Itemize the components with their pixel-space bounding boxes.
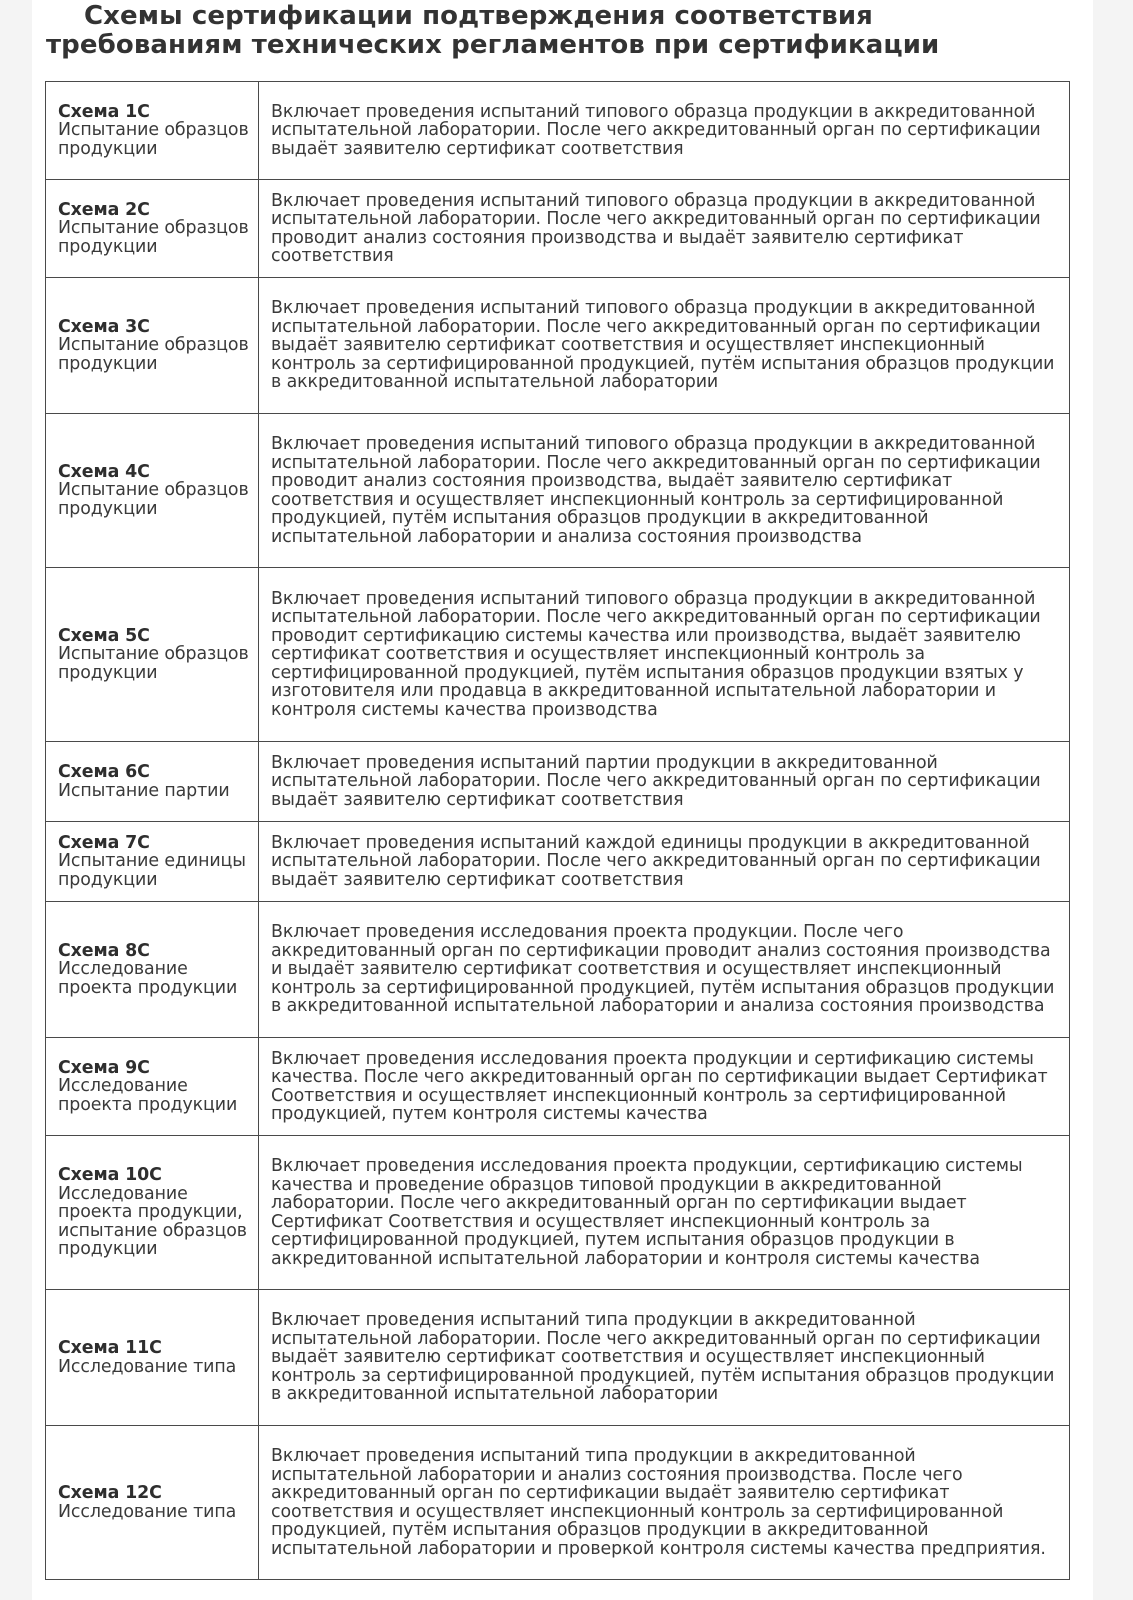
scheme-name: Схема 6С [58,762,150,782]
scheme-description: Включает проведения испытаний типа продукции в аккредитованной испытательной лаборатории и анализ состояния производства. После чего аккредитованный орган по сертификации выдаёт заявителю сертификат соответствия и осуществляет инспекционный контроль за сертифицированной продукцией, путём испытания образцов продукции в аккредитованной испытательной лаборатории и проверкой контроля системы качества предприятия. [259,1426,1070,1580]
scheme-description: Включает проведения испытаний типового образца продукции в аккредитованной испытательной лаборатории. После чего аккредитованный орган по сертификации проводит сертификацию системы качества или производства, выдаёт заявителю сертификат соответствия и осуществляет инспекционный контроль за сертифицированной продукцией, путём испытания образцов продукции взятых у изготовителя или продавца в аккредитованной испытательной лаборатории и контроля системы качества производства [259,568,1070,742]
scheme-name: Схема 9С [58,1057,150,1078]
scheme-name-cell [46,568,259,742]
table-row-scheme-8c [46,902,1070,1038]
table-row-scheme-3c [46,278,1070,414]
scheme-type: Испытание образцов продукции [58,335,249,374]
scheme-type: Исследование проекта продукции [58,1076,238,1115]
scheme-name: Схема 4С [58,461,150,482]
scheme-description: Включает проведения исследования проекта продукции и сертификацию системы качества. После чего аккредитованный орган по сертификации выдает Сертификат Соответствия и осуществляет инспекционный контроль за сертифицированной продукцией, путем контроля системы качества [259,1038,1070,1136]
scheme-type: Исследование типа [58,1356,237,1377]
table-row-scheme-7c [46,822,1070,902]
scheme-name-cell [46,902,259,1038]
document-content [32,0,1093,1600]
scheme-type: Исследование типа [58,1501,237,1522]
table-row-scheme-11c [46,1290,1070,1426]
table-row-scheme-4c [46,414,1070,568]
scheme-type: Испытание партии [58,780,230,801]
scheme-name-cell [46,822,259,902]
scheme-name-cell [46,180,259,278]
scheme-name: Схема 2С [58,199,150,220]
scheme-description: Включает проведения испытаний партии продукции в аккредитованной испытательной лаборатории. После чего аккредитованный орган по сертификации выдаёт заявителю сертификат соответствия [259,742,1070,822]
scheme-name-cell [46,414,259,568]
scheme-description: Включает проведения испытаний типового образца продукции в аккредитованной испытательной лаборатории. После чего аккредитованный орган по сертификации выдаёт заявителю сертификат соответствия и осуществляет инспекционный контроль за сертифицированной продукцией, путём испытания образцов продукции в аккредитованной испытательной лаборатории [259,278,1070,414]
right-margin-strip [1093,0,1133,1600]
scheme-name-cell [46,1290,259,1426]
table-row-scheme-5c [46,568,1070,742]
scheme-name: Схема 10С [58,1165,162,1186]
scheme-type: Исследование проекта продукции [58,959,238,998]
left-margin-strip [0,0,32,1600]
scheme-type: Испытание единицы продукции [58,851,246,890]
table-row-scheme-6c [46,742,1070,822]
page-title [32,0,1093,60]
scheme-name: Схема 11С [58,1338,162,1358]
page-title-line-2: требованиям технических регламентов при сертификации [46,30,940,60]
scheme-description: Включает проведения исследования проекта продукции. После чего аккредитованный орган по сертификации проводит анализ состояния производства и выдаёт заявителю сертификат соответствия и осуществляет инспекционный контроль за сертифицированной продукцией, путём испытания образцов продукции в аккредитованной испытательной лаборатории и анализа состояния производства [259,902,1070,1038]
scheme-name: Схема 5С [58,625,150,646]
scheme-description: Включает проведения испытаний типа продукции в аккредитованной испытательной лаборатории. После чего аккредитованный орган по сертификации выдаёт заявителю сертификат соответствия и осуществляет инспекционный контроль за сертифицированной продукцией, путём испытания образцов продукции в аккредитованной испытательной лаборатории [259,1290,1070,1426]
scheme-name-cell [46,1136,259,1290]
scheme-name: Схема 7С [58,832,150,853]
schemes-table [45,81,1070,1580]
scheme-name: Схема 3С [58,316,150,337]
scheme-type: Исследование проекта продукции, испытание образцов продукции [58,1183,247,1260]
scheme-type: Испытание образцов продукции [58,218,249,257]
scheme-description: Включает проведения испытаний типового образца продукции в аккредитованной испытательной лаборатории. После чего аккредитованный орган по сертификации проводит анализ состояния производства и выдаёт заявителю сертификат соответствия [259,180,1070,278]
page-title-line-1: Схемы сертификации подтверждения соответствия [84,1,873,31]
scheme-description: Включает проведения испытаний каждой единицы продукции в аккредитованной испытательной лаборатории. После чего аккредитованный орган по сертификации выдаёт заявителю сертификат соответствия [259,822,1070,902]
scheme-name: Схема 12С [58,1483,162,1503]
table-row-scheme-12c [46,1426,1070,1580]
table-row-scheme-10c [46,1136,1070,1290]
scheme-type: Испытание образцов продукции [58,120,249,159]
table-row-scheme-1c [46,82,1070,180]
table-row-scheme-2c [46,180,1070,278]
scheme-name-cell [46,1426,259,1580]
scheme-name-cell [46,1038,259,1136]
scheme-name-cell [46,278,259,414]
scheme-type: Испытание образцов продукции [58,480,249,519]
table-row-scheme-9c [46,1038,1070,1136]
scheme-description: Включает проведения испытаний типового образца продукции в аккредитованной испытательной лаборатории. После чего аккредитованный орган по сертификации проводит анализ состояния производства, выдаёт заявителю сертификат соответствия и осуществляет инспекционный контроль за сертифицированной продукцией, путём испытания образцов продукции в аккредитованной испытательной лаборатории и анализа состояния производства [259,414,1070,568]
scheme-type: Испытание образцов продукции [58,644,249,683]
scheme-name: Схема 1С [58,101,150,122]
scheme-name: Схема 8С [58,940,150,961]
scheme-description: Включает проведения испытаний типового образца продукции в аккредитованной испытательной лаборатории. После чего аккредитованный орган по сертификации выдаёт заявителю сертификат соответствия [259,82,1070,180]
scheme-name-cell [46,742,259,822]
scheme-name-cell [46,82,259,180]
scheme-description: Включает проведения исследования проекта продукции, сертификацию системы качества и проведение образцов типовой продукции в аккредитованной лаборатории. После чего аккредитованный орган по сертификации выдает Сертификат Соответствия и осуществляет инспекционный контроль за сертифицированной продукцией, путем испытания образцов продукции в аккредитованной испытательной лаборатории и контроля системы качества [259,1136,1070,1290]
